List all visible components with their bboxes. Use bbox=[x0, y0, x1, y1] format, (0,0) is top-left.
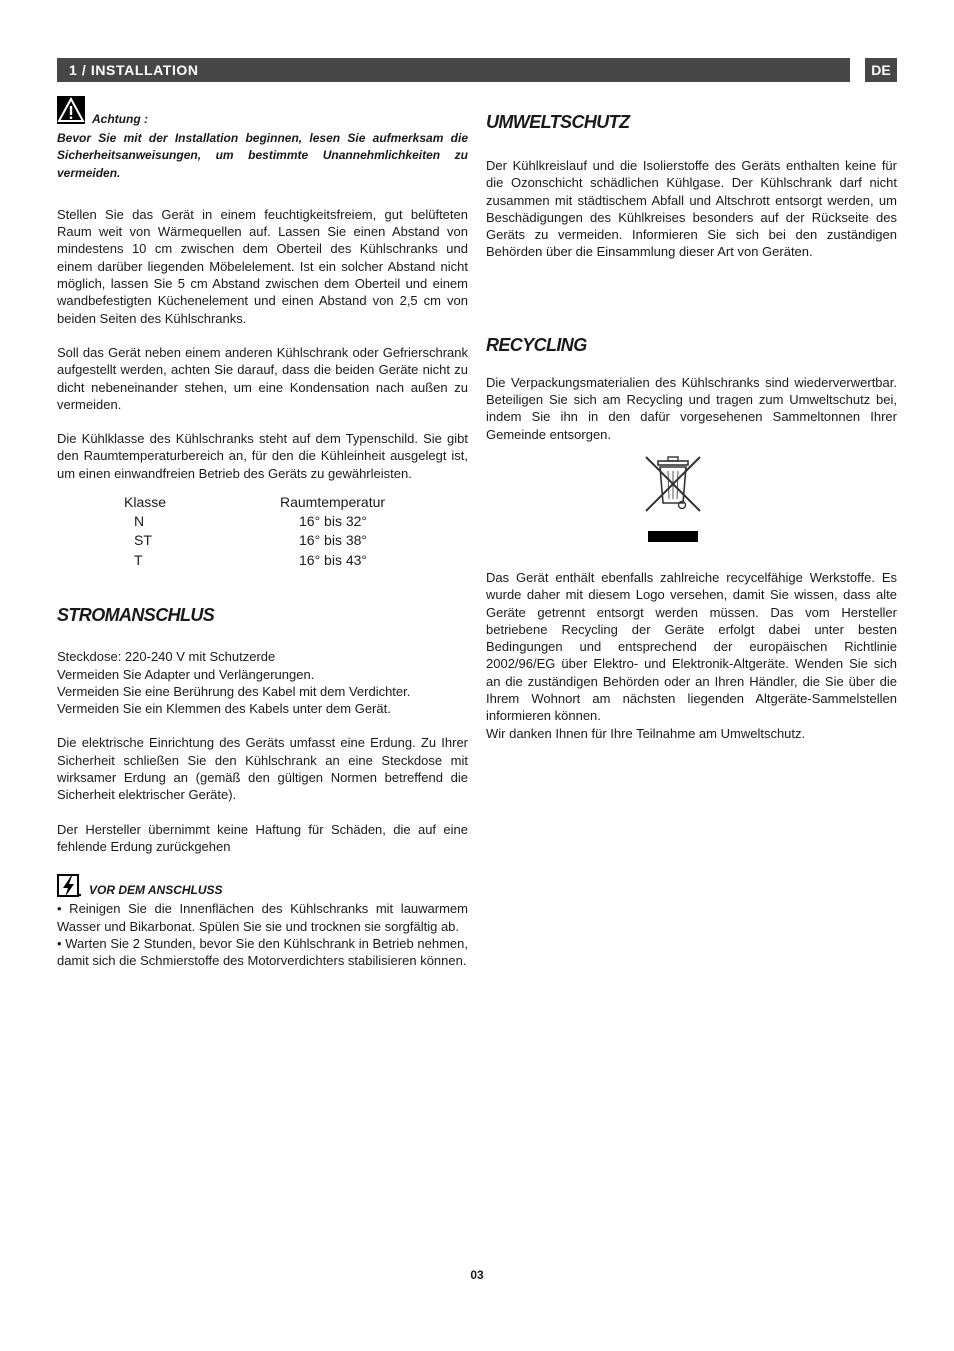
power-line: Steckdose: 220-240 V mit Schutzerde bbox=[57, 649, 276, 665]
paragraph-thanks: Wir danken Ihnen für Ihre Teilnahme am Umweltschutz. bbox=[486, 725, 806, 741]
warning-title: Achtung : bbox=[92, 112, 148, 126]
paragraph-liability: Der Hersteller übernimmt keine Haftung für Schäden, die auf eine fehlende Erdung zurückgehen bbox=[57, 821, 468, 854]
table-row bbox=[124, 550, 385, 569]
vor-dem-anschluss-title: VOR DEM ANSCHLUSS bbox=[89, 883, 223, 898]
bullet-item: • Reinigen Sie die Innenflächen des Kühlschranks mit lauwarmem Wasser und Bikarbonat. Spülen Sie sie und trocknen sie sorgfältig ab. bbox=[57, 901, 468, 934]
power-line: Vermeiden Sie eine Berührung des Kabel mit dem Verdichter. bbox=[57, 683, 411, 699]
table-cell: 16° bis 38° bbox=[299, 532, 368, 549]
warning-text: Bevor Sie mit der Installation beginnen, lesen Sie aufmerksam die Sicherheitsanweisungen, um bestimmte Unannehmlichkeiten zu vermeiden. bbox=[57, 131, 468, 180]
weee-crossed-bin-icon bbox=[638, 453, 708, 549]
table-row bbox=[124, 531, 385, 550]
climate-class-table bbox=[124, 492, 385, 569]
stromanschluss-heading: STROMANSCHLUS bbox=[57, 605, 215, 626]
section-header: 1 / INSTALLATION bbox=[57, 58, 850, 82]
table-header: Raumtemperatur bbox=[280, 493, 386, 510]
paragraph-recycling-logo: Das Gerät enthält ebenfalls zahlreiche recycelfähige Werkstoffe. Es wurde daher mit diesem Logo versehen, damit Sie wissen, dass alte Geräte getrennt entsorgt werden müssen. Das vom Hersteller betriebene Recycling der Geräte erfolgt dabei unter besten Bedingungen und entsprechend der europäischen Richtlinie 2002/96/EG über Elektro- und Elektronik-Altgeräte. Wenden Sie sich an die zuständigen Behörden oder an Ihren Händler, die Sie über die Ihrem Wohnort am nächsten liegenden Altgeräte-Sammelstellen informieren können. bbox=[486, 569, 897, 724]
table-cell: 16° bis 32° bbox=[299, 512, 368, 529]
left-column bbox=[57, 96, 468, 969]
power-line: Vermeiden Sie Adapter und Verlängerungen. bbox=[57, 666, 315, 682]
table-cell: T bbox=[134, 551, 143, 568]
page-number: 03 bbox=[470, 1268, 484, 1282]
table-cell: N bbox=[134, 512, 145, 529]
bullet-item: • Warten Sie 2 Stunden, bevor Sie den Kühlschrank in Betrieb nehmen, damit sich die Schmierstoffe des Motorverdichters stabilisieren können. bbox=[57, 935, 468, 969]
paragraph-umweltschutz: Der Kühlkreislauf und die Isolierstoffe des Geräts enthalten keine für die Ozonschicht schädlichen Kühlgase. Der Kühlschrank darf nicht zusammen mit städtischem Abfall und Altschrott entsorgt werden, um Beschädigungen des Kühlkreises besonders auf der Rückseite des Geräts zu vermeiden. Informieren Sie sich bei den zuständigen Behörden über die Einsammlung dieser Art von Geräten. bbox=[486, 158, 897, 260]
paragraph-recycling: Die Verpackungsmaterialien des Kühlschranks sind wiederverwertbar. Beteiligen Sie sich am Recycling und tragen zum Umweltschutz bei, indem Sie ihn in den dafür vorgesehenen Sammeltonnen Ihrer Gemeinde entsorgen. bbox=[486, 374, 897, 442]
table-cell: 16° bis 43° bbox=[299, 551, 368, 568]
lightning-icon bbox=[57, 874, 81, 898]
weee-logo bbox=[486, 453, 897, 553]
warning-triangle-icon bbox=[57, 96, 85, 124]
vor-dem-anschluss-header bbox=[57, 874, 468, 900]
paragraph-adjacent: Soll das Gerät neben einem anderen Kühlschrank oder Gefrierschrank aufgestellt werden, achten Sie darauf, dass die beiden Geräte nicht zu dicht nebeneinander stehen, um eine Kondensation nach außen zu vermeiden. bbox=[57, 344, 468, 412]
table-header-row bbox=[124, 492, 385, 511]
table-cell: ST bbox=[134, 532, 152, 549]
right-column bbox=[486, 112, 897, 742]
paragraph-placement: Stellen Sie das Gerät in einem feuchtigkeitsfreiem, gut belüfteten Raum weit von Wärmequellen auf. Lassen Sie einen Abstand von mindestens 10 cm zwischen dem Oberteil des Kühlschranks und einem darüber liegenden Möbelelement. Ist ein solcher Abstand nicht möglich, lassen Sie 5 cm Abstand zwischen dem Oberteil und einem wandbefestigten Küchenelement und einen Abstand von 2,5 cm von beiden Seiten des Kühlschranks. bbox=[57, 206, 468, 326]
paragraph-grounding: Die elektrische Einrichtung des Geräts umfasst eine Erdung. Zu Ihrer Sicherheit schließen Sie den Kühlschrank an eine Steckdose mit wirksamer Erdung an (gemäß den gültigen Normen betreffend die Sicherheit elektrischer Geräte). bbox=[57, 735, 468, 803]
power-line: Vermeiden Sie ein Klemmen des Kabels unter dem Gerät. bbox=[57, 701, 391, 717]
paragraph-climate-class: Die Kühlklasse des Kühlschranks steht auf dem Typenschild. Sie gibt den Raumtemperaturbereich an, für den die Kühleinheit ausgelegt ist, um einen einwandfreien Betrieb des Geräts zu gewährleisten. bbox=[57, 431, 468, 481]
warning-header bbox=[57, 96, 468, 126]
recycling-heading: RECYCLING bbox=[486, 334, 587, 355]
umweltschutz-heading: UMWELTSCHUTZ bbox=[486, 112, 630, 132]
language-badge: DE bbox=[865, 58, 897, 82]
table-header: Klasse bbox=[124, 493, 167, 510]
table-row bbox=[124, 511, 385, 530]
